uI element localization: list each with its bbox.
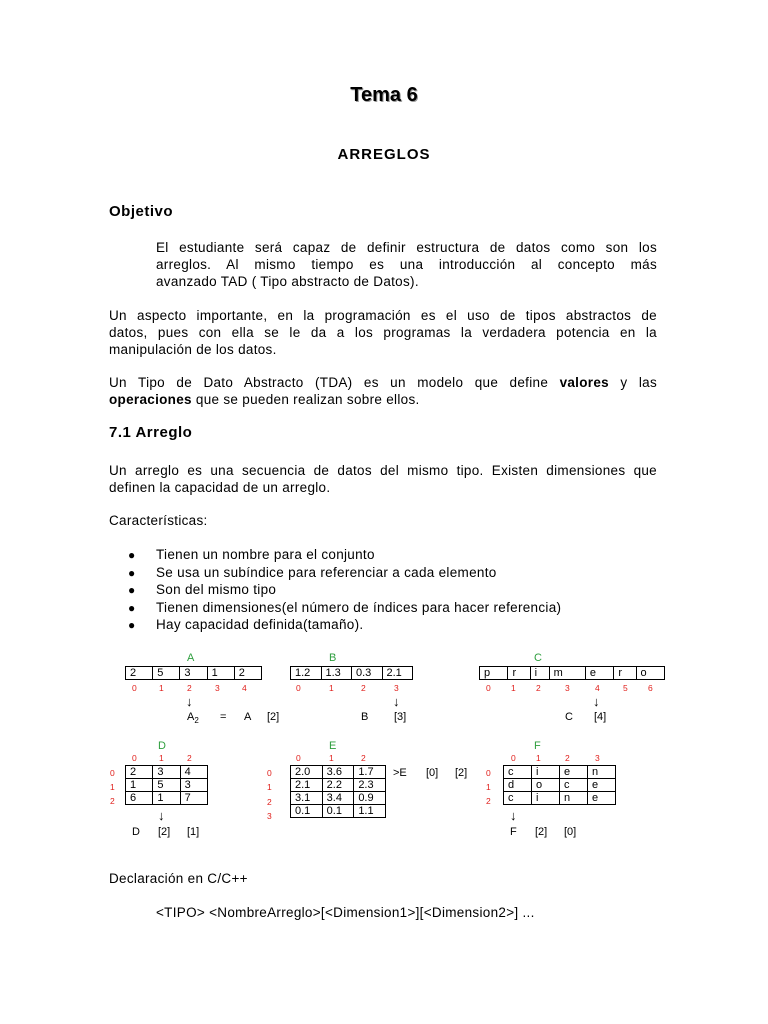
array-c-label: C: [534, 652, 542, 664]
objetivo-line: arreglos. Al mismo tiempo es una introducción al concepto más: [156, 257, 657, 272]
col-index-label: 0: [511, 753, 516, 763]
index-label: 5: [623, 683, 628, 693]
declaracion-syntax: <TIPO> <NombreArreglo>[<Dimension1>][<Dimension2>] ...: [156, 905, 535, 920]
intro-line: manipulación de los datos.: [109, 342, 277, 357]
array-f-table: [503, 765, 616, 805]
objetivo-paragraph: [156, 239, 657, 290]
index-label: 3: [565, 683, 570, 693]
array-cell: i: [532, 792, 560, 805]
table-row: [126, 792, 208, 805]
expr-index: [3]: [394, 711, 407, 723]
row-index-label: 3: [267, 811, 272, 821]
row-index-label: 1: [486, 782, 491, 792]
expr-index: [2]: [535, 826, 548, 838]
expr-name: >E: [393, 767, 407, 779]
expr-equals: =: [220, 711, 227, 723]
array-cell: c: [504, 792, 532, 805]
array-cell: 3.4: [322, 792, 354, 805]
index-label: 3: [215, 683, 220, 693]
array-cell: 7: [180, 792, 207, 805]
tda-paragraph: [109, 374, 657, 408]
array-cell: c: [560, 779, 588, 792]
tda-line-1: [109, 374, 657, 391]
array-a-table: [125, 666, 262, 680]
array-cell: p: [480, 667, 508, 680]
index-label: 0: [132, 683, 137, 693]
array-cell: e: [560, 766, 588, 779]
array-cell: r: [614, 667, 636, 680]
array-cell: 2: [234, 667, 261, 680]
bullet-icon: ●: [128, 618, 136, 632]
expr-index: [2]: [455, 767, 468, 779]
row-index-label: 2: [110, 796, 115, 806]
expr-name: B: [361, 711, 369, 723]
table-row: [504, 792, 616, 805]
index-label: 0: [296, 683, 301, 693]
array-cell: n: [588, 766, 616, 779]
array-cell: i: [532, 766, 560, 779]
objetivo-line: avanzado TAD ( Tipo abstracto de Datos).: [156, 274, 419, 289]
index-label: 1: [329, 683, 334, 693]
list-item-text: Tienen un nombre para el conjunto: [156, 547, 375, 562]
array-a-label: A: [187, 652, 195, 664]
table-row: [291, 766, 386, 779]
table-row: [291, 779, 386, 792]
intro-line: Un aspecto importante, en la programación es el uso de tipos abstractos de: [109, 308, 657, 323]
expr-index: [2]: [158, 826, 171, 838]
array-cell: 1: [207, 667, 234, 680]
expr-index: [0]: [426, 767, 439, 779]
expr-sub: 2: [194, 716, 199, 726]
array-cell: 3: [180, 779, 207, 792]
intro-paragraph: [109, 307, 657, 358]
array-cell: 1.3: [321, 667, 352, 680]
array-cell: o: [636, 667, 665, 680]
index-label: 2: [187, 683, 192, 693]
array-cell: 3: [180, 667, 207, 680]
row-index-label: 2: [486, 796, 491, 806]
bullet-icon: ●: [128, 548, 136, 562]
col-index-label: 1: [329, 753, 334, 763]
col-index-label: 0: [296, 753, 301, 763]
row-index-label: 0: [267, 768, 272, 778]
down-arrow-icon: ↓: [186, 694, 193, 709]
array-cell: 1.2: [291, 667, 322, 680]
array-cell: 0.1: [322, 805, 354, 818]
objetivo-line: El estudiante será capaz de definir estructura de datos como son los: [156, 240, 657, 255]
expr-name: F: [510, 826, 517, 838]
row-index-label: 0: [110, 768, 115, 778]
array-cell: 3.6: [322, 766, 354, 779]
array-cell: 0.9: [354, 792, 386, 805]
array-cell: 4: [180, 766, 207, 779]
array-b-label: B: [329, 652, 337, 664]
array-cell: 1: [153, 792, 180, 805]
down-arrow-icon: ↓: [158, 808, 165, 823]
array-c-table: [479, 666, 665, 680]
array-b-table: [290, 666, 413, 680]
expr-name: A: [187, 711, 195, 723]
array-cell: c: [504, 766, 532, 779]
array-cell: 1: [126, 779, 153, 792]
array-cell: r: [508, 667, 530, 680]
list-item-text: Se usa un subíndice para referenciar a cada elemento: [156, 564, 497, 580]
table-row: [504, 766, 616, 779]
section-line: Un arreglo es una secuencia de datos del mismo tipo. Existen dimensiones que: [109, 463, 657, 478]
list-item: [128, 564, 561, 582]
array-d-label: D: [158, 740, 166, 752]
array-cell: 5: [153, 779, 180, 792]
tda-bold-valores: valores: [559, 375, 609, 390]
row-index-label: 0: [486, 768, 491, 778]
index-label: 1: [159, 683, 164, 693]
expr-index: [2]: [267, 711, 280, 723]
array-cell: 2.3: [354, 779, 386, 792]
table-row: [291, 792, 386, 805]
objetivo-heading: Objetivo: [109, 203, 174, 220]
col-index-label: 1: [536, 753, 541, 763]
section-paragraph: [109, 462, 657, 496]
expr-name: C: [565, 711, 573, 723]
down-arrow-icon: ↓: [510, 808, 517, 823]
expr-name: A: [244, 711, 252, 723]
array-a-expr: [187, 711, 199, 725]
array-e-label: E: [329, 740, 337, 752]
page-subtitle: ARREGLOS: [337, 146, 431, 163]
declaracion-label: Declaración en C/C++: [109, 871, 248, 886]
down-arrow-icon: ↓: [393, 694, 400, 709]
index-label: 0: [486, 683, 491, 693]
intro-line: datos, pues con ella se le da a los programas la verdadera potencia en la: [109, 325, 657, 340]
array-cell: 3.1: [291, 792, 323, 805]
index-label: 4: [595, 683, 600, 693]
tda-text: Un Tipo de Dato Abstracto (TDA) es un modelo que define: [109, 375, 560, 390]
list-item-text: Tienen dimensiones(el número de índices para hacer referencia): [156, 599, 562, 615]
array-cell: 2: [126, 667, 153, 680]
array-cell: e: [588, 779, 616, 792]
list-item: [128, 581, 561, 599]
list-item: [128, 546, 561, 564]
expr-index: [4]: [594, 711, 607, 723]
array-cell: e: [585, 667, 613, 680]
array-cell: n: [560, 792, 588, 805]
index-label: 4: [242, 683, 247, 693]
array-cell: 1.7: [354, 766, 386, 779]
index-label: 2: [361, 683, 366, 693]
down-arrow-icon: ↓: [593, 694, 600, 709]
tda-text: y las: [608, 375, 657, 390]
array-cell: 5: [153, 667, 180, 680]
col-index-label: 2: [361, 753, 366, 763]
tda-line-2: [109, 391, 657, 408]
table-row: [126, 766, 208, 779]
row-index-label: 2: [267, 797, 272, 807]
array-cell: e: [588, 792, 616, 805]
col-index-label: 2: [565, 753, 570, 763]
expr-index: [0]: [564, 826, 577, 838]
bullet-icon: ●: [128, 583, 136, 597]
array-cell: 0.3: [352, 667, 383, 680]
array-cell: 2.1: [291, 779, 323, 792]
array-cell: 2.0: [291, 766, 323, 779]
list-item-text: Son del mismo tipo: [156, 582, 277, 597]
array-cell: m: [549, 667, 585, 680]
array-cell: 2: [126, 766, 153, 779]
array-cell: d: [504, 779, 532, 792]
section-heading: 7.1 Arreglo: [109, 424, 193, 441]
array-cell: 0.1: [291, 805, 323, 818]
col-index-label: 0: [132, 753, 137, 763]
expr-index: [1]: [187, 826, 200, 838]
col-index-label: 1: [159, 753, 164, 763]
row-index-label: 1: [267, 782, 272, 792]
array-cell: 2.2: [322, 779, 354, 792]
table-row: [504, 779, 616, 792]
page-title: Tema 6: [350, 84, 418, 106]
array-cell: i: [530, 667, 549, 680]
index-label: 3: [394, 683, 399, 693]
array-cell: 1.1: [354, 805, 386, 818]
tda-text: que se pueden realizan sobre ellos.: [191, 392, 420, 407]
bullet-icon: ●: [128, 600, 136, 615]
array-cell: o: [532, 779, 560, 792]
bullet-icon: ●: [128, 565, 136, 580]
array-d-table: [125, 765, 208, 805]
list-item-text: Hay capacidad definida(tamaño).: [156, 617, 364, 632]
tda-bold-operaciones: operaciones: [109, 392, 192, 407]
col-index-label: 3: [595, 753, 600, 763]
features-label: Características:: [109, 513, 208, 528]
section-line: definen la capacidad de un arreglo.: [109, 480, 331, 495]
row-index-label: 1: [110, 782, 115, 792]
table-row: [291, 805, 386, 818]
table-row: [126, 779, 208, 792]
list-item: [128, 599, 561, 617]
index-label: 2: [536, 683, 541, 693]
array-cell: 2.1: [382, 667, 413, 680]
index-label: 6: [648, 683, 653, 693]
list-item: [128, 616, 561, 634]
col-index-label: 2: [187, 753, 192, 763]
array-e-table: [290, 765, 386, 818]
index-label: 1: [511, 683, 516, 693]
features-list: [128, 546, 561, 634]
array-cell: 3: [153, 766, 180, 779]
array-cell: 6: [126, 792, 153, 805]
expr-name: D: [132, 826, 140, 838]
array-f-label: F: [534, 740, 541, 752]
